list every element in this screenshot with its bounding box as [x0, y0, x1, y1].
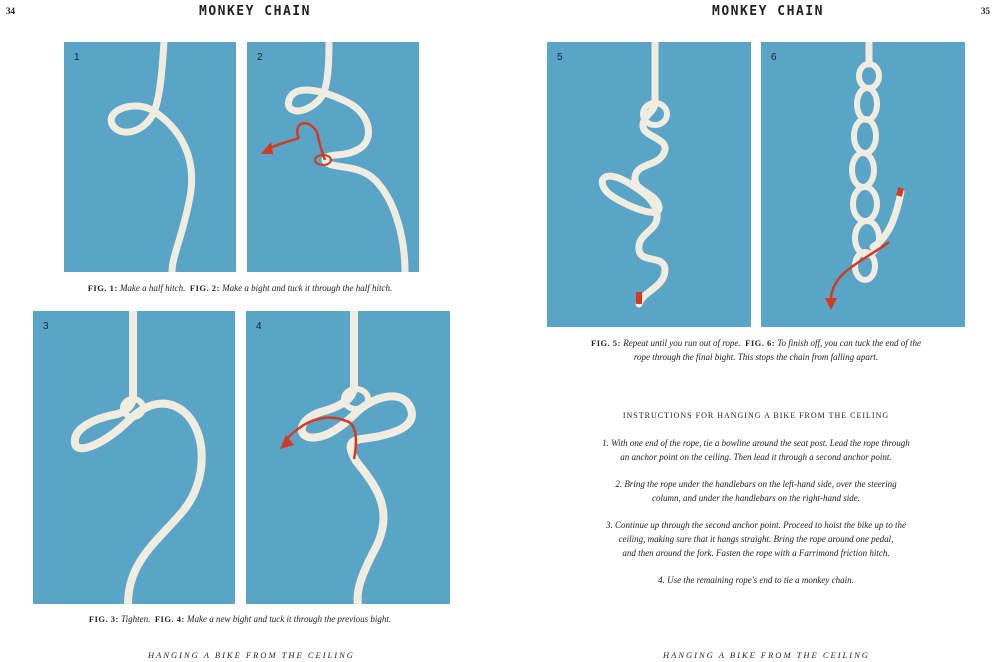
figure-6-photo	[761, 42, 965, 327]
step-3-line-3: and then around the fork. Fasten the rope with a Farrimond friction hitch.	[622, 548, 890, 558]
caption-figures-3-4	[30, 612, 450, 626]
caption-line-2	[547, 350, 965, 364]
figure-1-photo	[64, 42, 236, 272]
running-foot-right: HANGING A BIKE FROM THE CEILING	[663, 650, 870, 660]
caption-figures-1-2	[30, 281, 450, 295]
figure-6-number: 6	[771, 52, 777, 63]
rope-finished-chain-illustration	[761, 42, 965, 327]
fig1-text: Make a half hitch.	[119, 283, 186, 293]
step-4-line-1: 4. Use the remaining rope's end to tie a monkey chain.	[658, 575, 854, 585]
rope-bight-tuck-illustration	[247, 42, 419, 272]
step-2-line-1: 2. Bring the rope under the handlebars on the left-hand side, over the steering	[615, 479, 897, 489]
rope-tighten-illustration	[33, 311, 235, 604]
figure-4-photo	[246, 311, 450, 604]
fig3-label: FIG. 3:	[88, 614, 119, 624]
step-1-line-1: 1. With one end of the rope, tie a bowline around the seat post. Lead the rope through	[602, 438, 910, 448]
step-1-line-2: an anchor point on the ceiling. Then lead it through a second anchor point.	[620, 452, 892, 462]
instructions-title: INSTRUCTIONS FOR HANGING A BIKE FROM THE CEILING	[622, 411, 890, 420]
running-head-left: MONKEY CHAIN	[199, 4, 311, 19]
fig6-text-line2: rope through the final bight. This stops the chain from falling apart.	[633, 352, 879, 362]
caption-figures-5-6	[547, 336, 965, 364]
fig3-text: Tighten.	[121, 614, 151, 624]
figure-5-photo	[547, 42, 751, 327]
step-2-line-2: column, and under the handlebars on the right-hand side.	[652, 493, 860, 503]
instruction-step-2	[547, 477, 965, 505]
fig6-label: FIG. 6:	[745, 338, 776, 348]
instruction-step-1	[547, 436, 965, 464]
page-number-right: 35	[981, 6, 990, 16]
figure-2-number: 2	[257, 52, 263, 63]
rope-repeat-chain-illustration	[547, 42, 751, 327]
step-3-line-2: ceiling, making sure that it hangs straight. Bring the rope around one pedal,	[618, 534, 894, 544]
figure-3-photo	[33, 311, 235, 604]
fig2-label: FIG. 2:	[189, 283, 220, 293]
page-number-left: 34	[6, 6, 15, 16]
rope-half-hitch-illustration	[64, 42, 236, 272]
instruction-step-4	[547, 573, 965, 587]
running-head-right: MONKEY CHAIN	[712, 4, 824, 19]
step-3-line-1: 3. Continue up through the second anchor point. Proceed to hoist the bike up to the	[605, 520, 907, 530]
fig5-label: FIG. 5:	[591, 338, 621, 348]
running-foot-left: HANGING A BIKE FROM THE CEILING	[148, 650, 355, 660]
fig5-text: Repeat until you run out of rope.	[623, 338, 741, 348]
figure-1-number: 1	[74, 52, 80, 63]
figure-2-photo	[247, 42, 419, 272]
fig6-text-line1: To finish off, you can tuck the end of the	[777, 338, 921, 348]
fig2-text: Make a bight and tuck it through the half hitch.	[222, 283, 393, 293]
rope-new-bight-illustration	[246, 311, 450, 604]
fig4-label: FIG. 4:	[154, 614, 185, 624]
figure-3-number: 3	[43, 321, 49, 332]
caption-line-1	[547, 336, 965, 350]
instruction-step-3	[547, 518, 965, 560]
figure-5-number: 5	[557, 52, 563, 63]
fig1-label: FIG. 1:	[87, 283, 118, 293]
figure-4-number: 4	[256, 321, 262, 332]
fig4-text: Make a new bight and tuck it through the previous bight.	[187, 614, 392, 624]
